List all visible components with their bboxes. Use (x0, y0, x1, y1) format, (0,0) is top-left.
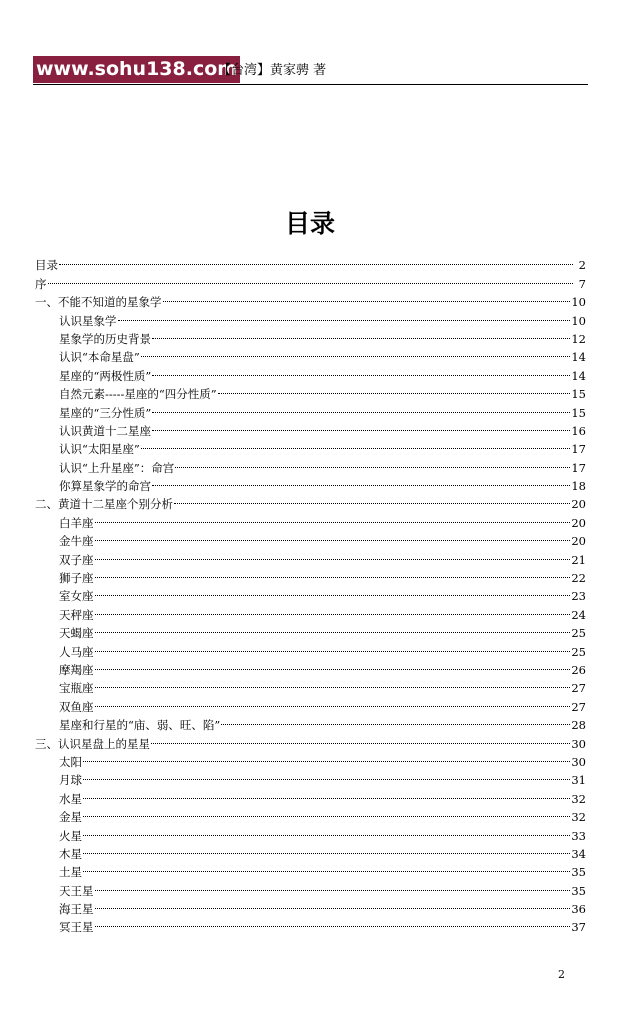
toc-entry[interactable] (35, 748, 586, 769)
toc-entry-label: 认识“上升星座”：命宫 (59, 460, 175, 475)
toc-entry-label: 水星 (59, 791, 82, 806)
toc-dot-leader (59, 251, 573, 269)
toc-dot-leader (83, 748, 570, 766)
toc-entry-page: 36 (571, 902, 586, 917)
toc-dot-leader (83, 840, 570, 858)
toc-entry-page: 16 (571, 423, 586, 438)
toc-dot-leader (95, 913, 571, 931)
toc-dot-leader (48, 269, 574, 287)
toc-dot-leader (174, 490, 570, 508)
toc-entry[interactable] (35, 913, 586, 935)
toc-entry-page: 10 (571, 313, 586, 328)
toc-entry-page: 10 (571, 295, 586, 310)
toc-entry-label: 天王星 (59, 883, 94, 898)
toc-entry-page: 14 (571, 368, 586, 383)
toc-entry-label: 土星 (59, 865, 82, 880)
toc-dot-leader (152, 472, 570, 490)
book-author: 【台湾】黄家骋 著 (218, 63, 327, 78)
toc-entry-label: 月球 (59, 773, 82, 788)
toc-entry-page: 24 (571, 607, 586, 622)
toc-entry-page: 21 (571, 552, 586, 567)
toc-entry-page: 30 (571, 736, 586, 751)
toc-entry[interactable] (35, 766, 586, 788)
page-title: 目录 (284, 208, 335, 238)
toc-entry-label: 宝瓶座 (59, 681, 94, 696)
toc-entry-page: 28 (571, 718, 586, 733)
toc-dot-leader (83, 821, 570, 839)
toc-entry-label: 认识黄道十二星座 (59, 423, 151, 438)
toc-entry-label: 认识“太阳星座” (59, 442, 140, 457)
toc-entry-page: 15 (571, 387, 586, 402)
toc-entry-label: 摩羯座 (59, 662, 94, 677)
toc-entry-label: 一、不能不知道的星象学 (35, 295, 162, 310)
toc-entry-label: 星象学的历史背景 (59, 331, 151, 346)
toc-entry[interactable] (35, 288, 586, 310)
toc-dot-leader (152, 325, 570, 343)
toc-dot-leader (218, 380, 571, 398)
toc-dot-leader (95, 582, 571, 600)
toc-dot-leader (95, 564, 571, 582)
toc-entry[interactable] (35, 821, 586, 843)
toc-entry-label: 双鱼座 (59, 699, 94, 714)
toc-entry-page: 7 (578, 276, 586, 291)
toc-entry[interactable] (35, 711, 586, 733)
toc-entry[interactable] (35, 876, 586, 898)
toc-entry-page: 25 (571, 626, 586, 641)
toc-dot-leader (83, 766, 570, 784)
toc-entry-page: 37 (571, 920, 586, 935)
toc-entry-page: 15 (571, 405, 586, 420)
page-header (33, 52, 588, 85)
toc-entry-page: 35 (571, 865, 586, 880)
toc-entry-page: 20 (571, 515, 586, 530)
toc-entry-page: 22 (571, 571, 586, 586)
toc-entry-label: 认识“本命星盘” (59, 350, 140, 365)
toc-entry[interactable] (35, 803, 586, 825)
toc-entry[interactable] (35, 325, 586, 346)
toc-dot-leader (95, 656, 571, 674)
toc-dot-leader (95, 637, 571, 655)
toc-dot-leader (175, 453, 570, 471)
toc-entry-label: 太阳 (59, 754, 82, 769)
toc-dot-leader (141, 343, 571, 361)
toc-entry[interactable] (35, 306, 586, 328)
toc-entry[interactable] (35, 251, 586, 273)
toc-entry-label: 认识星象学 (59, 313, 117, 328)
toc-entry-page: 33 (571, 828, 586, 843)
toc-entry-page: 17 (571, 442, 586, 457)
toc-entry[interactable] (35, 545, 586, 567)
toc-entry-label: 双子座 (59, 552, 94, 567)
toc-entry-label: 冥王星 (59, 920, 94, 935)
toc-entry-label: 室女座 (59, 589, 94, 604)
toc-entry-label: 序 (35, 276, 47, 291)
toc-entry[interactable] (35, 674, 586, 696)
toc-entry[interactable] (35, 840, 586, 861)
toc-dot-leader (163, 288, 571, 306)
toc-entry-label: 目录 (35, 258, 58, 273)
toc-entry-page: 2 (578, 258, 586, 273)
toc-entry[interactable] (35, 564, 586, 586)
toc-entry-page: 26 (571, 662, 586, 677)
toc-entry-page: 25 (571, 644, 586, 659)
toc-entry-page: 23 (571, 589, 586, 604)
toc-dot-leader (152, 361, 570, 379)
toc-entry-label: 自然元素-----星座的“四分性质” (59, 387, 217, 402)
toc-entry-page: 32 (571, 810, 586, 825)
toc-entry[interactable] (35, 858, 586, 880)
toc-entry[interactable] (35, 269, 586, 291)
toc-entry[interactable] (35, 656, 586, 677)
toc-entry-label: 你算星象学的命宫 (59, 479, 151, 494)
site-logo[interactable]: www.sohu138.com (33, 56, 240, 83)
toc-entry-page: 17 (571, 460, 586, 475)
toc-dot-leader (118, 306, 571, 324)
toc-dot-leader (221, 711, 570, 729)
toc-dot-leader (151, 729, 570, 747)
toc-entry-label: 三、认识星盘上的星星 (35, 736, 150, 751)
toc-entry-label: 狮子座 (59, 571, 94, 586)
toc-dot-leader (152, 398, 570, 416)
toc-entry-page: 14 (571, 350, 586, 365)
toc-dot-leader (95, 692, 571, 710)
toc-dot-leader (152, 417, 570, 435)
toc-entry-page: 20 (571, 497, 586, 512)
toc-dot-leader (141, 435, 571, 453)
toc-entry-page: 31 (571, 773, 586, 788)
toc-dot-leader (95, 876, 571, 894)
toc-entry-page: 35 (571, 883, 586, 898)
toc-entry-label: 星座和行星的“庙、弱、旺、陷” (59, 718, 221, 733)
toc-entry[interactable] (35, 582, 586, 604)
toc-entry[interactable] (35, 619, 586, 641)
toc-entry-page: 20 (571, 534, 586, 549)
toc-entry[interactable] (35, 784, 586, 806)
toc-entry-label: 火星 (59, 828, 82, 843)
toc-entry-label: 海王星 (59, 902, 94, 917)
toc-entry[interactable] (35, 895, 586, 917)
toc-entry-page: 30 (571, 754, 586, 769)
toc-entry-label: 二、黄道十二星座个别分析 (35, 497, 173, 512)
toc-entry-page: 27 (571, 699, 586, 714)
toc-entry[interactable] (35, 600, 586, 622)
toc-entry-page: 34 (571, 846, 586, 861)
toc-entry[interactable] (35, 692, 586, 714)
toc-dot-leader (95, 600, 571, 618)
toc-dot-leader (83, 803, 570, 821)
toc-dot-leader (95, 527, 571, 545)
toc-entry-page: 18 (571, 479, 586, 494)
toc-dot-leader (95, 895, 571, 913)
toc-dot-leader (95, 508, 571, 526)
toc-entry-label: 金牛座 (59, 534, 94, 549)
toc-entry[interactable] (35, 527, 586, 549)
toc-entry-label: 木星 (59, 846, 82, 861)
toc-entry-label: 人马座 (59, 644, 94, 659)
toc-dot-leader (95, 619, 571, 637)
table-of-contents (35, 251, 586, 935)
toc-dot-leader (83, 858, 570, 876)
toc-entry-page: 27 (571, 681, 586, 696)
toc-entry-page: 32 (571, 791, 586, 806)
toc-entry-page: 12 (571, 331, 586, 346)
toc-dot-leader (95, 545, 571, 563)
toc-entry-label: 星座的“两极性质” (59, 368, 152, 383)
page-number: 2 (558, 968, 565, 981)
toc-dot-leader (83, 784, 570, 802)
toc-entry[interactable] (35, 637, 586, 659)
toc-entry-label: 天秤座 (59, 607, 94, 622)
toc-entry[interactable] (35, 508, 586, 530)
toc-entry-label: 金星 (59, 810, 82, 825)
toc-entry-label: 白羊座 (59, 515, 94, 530)
toc-entry-label: 天蝎座 (59, 626, 94, 641)
toc-dot-leader (95, 674, 571, 692)
toc-entry-label: 星座的“三分性质” (59, 405, 152, 420)
